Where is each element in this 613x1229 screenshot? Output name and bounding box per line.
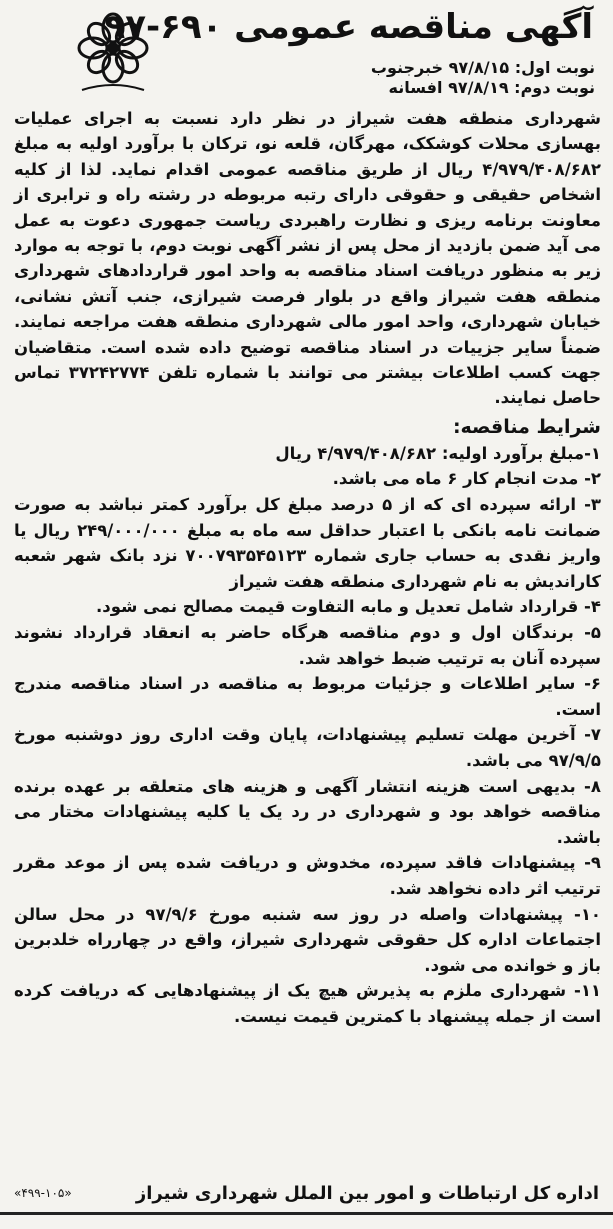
condition-item: ۱۰- پیشنهادات واصله در روز سه شنبه مورخ ۹۷/۹/۶ در محل سالن اجتماعات اداره کل حقوقی شهرداری شیراز، واقع در چهارراه خلدبرین باز و خوانده می شود. <box>14 904 601 975</box>
condition-item: ۷- آخرین مهلت تسلیم پیشنهادات، پایان وقت اداری روز دوشنبه مورخ ۹۷/۹/۵ می باشد. <box>14 725 601 770</box>
notice-code: «۴۹۹-۱۰۵» <box>14 1186 72 1200</box>
publication-dates <box>371 58 595 98</box>
condition-item: ۸- بدیهی است هزینه انتشار آگهی و هزینه های متعلقه بر عهده برنده مناقصه خواهد بود و شهرداری در رد یک یا کلیه پیشنهادات مختار می باشد. <box>14 776 601 847</box>
condition-item: ۵- برندگان اول و دوم مناقصه هرگاه حاضر به انعقاد قرارداد نشوند سپرده آنان به ترتیب ضبط خواهد شد. <box>14 623 601 668</box>
tender-notice <box>6 4 607 1208</box>
condition-item: ۶- سایر اطلاعات و جزئیات مربوط به مناقصه در اسناد مناقصه مندرج است. <box>14 674 601 719</box>
second-notice: نوبت دوم: ۹۷/۸/۱۹ افسانه <box>388 78 595 97</box>
condition-item: ۲- مدت انجام کار ۶ ماه می باشد. <box>332 469 601 489</box>
notice-title: آگهی مناقصه عمومی ۶۹۰-۹۷ <box>104 7 593 47</box>
conditions-title: شرایط مناقصه: <box>452 415 601 438</box>
notice-header <box>6 4 607 100</box>
notice-footer <box>6 1178 607 1208</box>
conditions-list <box>6 441 607 1030</box>
condition-item: ۱-مبلغ برآورد اولیه: ۴/۹۷۹/۴۰۸/۶۸۲ ریال <box>275 443 601 463</box>
notice-intro: شهرداری منطقه هفت شیراز در نظر دارد نسبت به اجرای عملیات بهسازی محلات کوشکک، مهرگان، قلعه نو، ترکان با برآورد اولیه به مبلغ ۴/۹۷۹/۴۰۸/۶۸۲ ریال از طریق مناقصه عمومی اقدام نماید. لذا از کلیه اشخاص حقیقی و حقوقی دارای رتبه مربوطه در رشته راه و ترابری از معاونت برنامه ریزی و نظارت راهبردی ریاست جمهوری دعوت به عمل می آید ضمن بازدید از محل پس از نشر آگهی نوبت دوم، با توجه به موارد زیر به منظور دریافت اسناد مناقصه به واحد امور قراردادهای شهرداری منطقه هفت شیراز واقع در بلوار فرصت شیرازی، جنب آتش نشانی، خیابان شهرداری، واحد امور مالی شهرداری منطقه هفت مراجعه نمایند. ضمناً سایر جزییات در اسناد مناقصه توضیح داده شده است. متقاضیان جهت کسب اطلاعات بیشتر می توانند با شماره تلفن ۳۷۲۴۲۷۷۴ تماس حاصل نمایند. <box>14 109 601 408</box>
condition-item: ۳- ارائه سپرده ای که از ۵ درصد مبلغ کل برآورد کمتر نباشد به صورت ضمانت نامه بانکی با اعتبار حداقل سه ماه به مبلغ ۲۴۹/۰۰۰/۰۰۰ ریال یا واریز نقدی به حساب جاری شماره ۷۰۰۷۹۳۵۴۵۱۲۳ نزد بانک شهر شعبه کارانديش به نام شهرداری منطقه هفت شیراز <box>14 495 602 591</box>
first-notice: نوبت اول: ۹۷/۸/۱۵ خبرجنوب <box>370 58 595 77</box>
condition-item: ۴- قرارداد شامل تعدیل و مابه التفاوت قیمت مصالح نمی شود. <box>96 597 601 617</box>
bottom-divider <box>0 1212 613 1215</box>
issuing-office: اداره کل ارتباطات و امور بین الملل شهرداری شیراز <box>135 1182 599 1204</box>
condition-item: ۹- پیشنهادات فاقد سپرده، مخدوش و دریافت شده پس از موعد مقرر ترتیب اثر داده نخواهد شد. <box>14 853 601 898</box>
condition-item: ۱۱- شهرداری ملزم به پذیرش هیچ یک از پیشنهادهایی که دریافت کرده است از جمله پیشنهاد با کمترین قیمت نیست. <box>14 981 601 1026</box>
